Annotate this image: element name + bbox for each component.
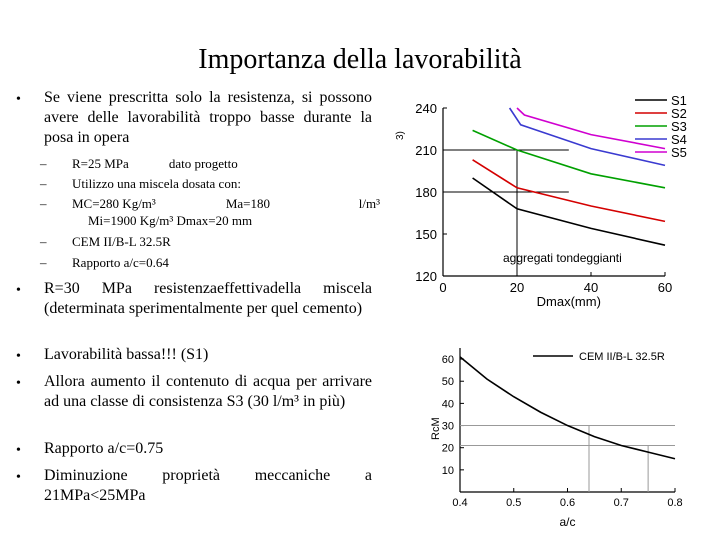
chart-annotation: aggregati tondeggianti [503,251,622,265]
legend-label-s1: S1 [671,93,687,108]
y-tick-label: 20 [441,442,454,455]
legend-label-cem: CEM II/B-L 32.5R [579,351,665,363]
subitem-2-text: Utilizzo una miscela dosata con: [72,176,241,191]
bullet-text-3: Lavorabilità bassa!!! (S1) [44,346,209,363]
bullet-marker: • [16,283,21,298]
legend-label-s4: S4 [671,132,687,147]
series-line-cem [460,357,675,459]
subitem-3-text: MC=280 Kg/m³ [72,196,156,211]
subitem-1: – R=25 MPa dato progetto [40,156,238,171]
x-axis-label: Dmax(mm) [536,294,601,309]
subitem-3-continued: Mi=1900 Kg/m³ Dmax=20 mm [88,213,253,228]
x-tick-label: 0 [439,280,447,295]
bullet-marker: • [16,92,21,107]
y-tick-label: 240 [415,101,437,116]
bullet-text-1: Se viene prescritta solo la resistenza, si possono avere delle lavorabilità troppo basse durante la posa in opera [44,89,372,146]
y-tick-label: 30 [441,420,454,433]
y-axis-label-fragment: 3) [395,131,406,140]
bullet-text-2: R=30 MPa resistenzaeffettivadella miscela (determinata sperimentalmente per quel cemento) [44,280,372,317]
x-axis-label: a/c [559,515,576,529]
x-tick-label: 0.8 [667,497,683,509]
y-tick-label: 210 [415,143,437,158]
series-line-s5 [517,108,665,149]
subitem-5: – Rapporto a/c=0.64 [40,255,169,270]
y-tick-label: 180 [415,185,437,200]
y-tick-label: 60 [441,354,454,367]
bullet-marker: • [16,376,21,391]
subitem-3: – MC=280 Kg/m³ Ma=180 l/m³ [40,196,380,211]
x-tick-label: 40 [583,280,599,295]
subitem-3-water: Ma=180 [225,196,270,211]
bullet-marker: • [16,349,21,364]
x-tick-label: 0.7 [613,497,629,509]
subitem-4-text: CEM II/B-L 32.5R [72,234,171,249]
bullet-marker: • [16,443,21,458]
x-tick-label: 20 [509,280,525,295]
series-line-s2 [473,160,665,222]
y-tick-label: 10 [441,464,454,477]
legend-label-s5: S5 [671,145,687,160]
x-tick-label: 0.4 [452,497,468,509]
y-tick-label: 150 [415,227,437,242]
x-tick-label: 0.6 [559,497,576,509]
subitem-1-note: dato progetto [168,156,238,171]
strength-vs-wc-chart [405,340,700,535]
bullet-text-5: Rapporto a/c=0.75 [44,440,164,457]
bullet-marker: • [16,470,21,485]
water-demand-chart [385,88,705,318]
series-line-s4 [510,108,665,165]
legend-label-s2: S2 [671,106,687,121]
legend-label-s3: S3 [671,119,687,134]
y-tick-label: 50 [441,376,454,389]
page-title: Importanza della lavorabilità [198,44,522,75]
y-tick-label: 120 [415,269,437,284]
y-axis-label: RcM [430,417,442,440]
subitem-4: – CEM II/B-L 32.5R [40,234,171,249]
series-line-s1 [473,178,665,245]
x-tick-label: 0.5 [506,497,522,509]
y-tick-label: 40 [441,398,454,411]
subitem-3-unit: l/m³ [358,196,380,211]
subitem-1-text: R=25 MPa [72,156,129,171]
x-tick-label: 60 [657,280,673,295]
subitem-5-text: Rapporto a/c=0.64 [72,255,169,270]
bullet-text-6: Diminuzione proprietà meccaniche a 21MPa<25MPa [44,467,372,504]
bullet-text-4: Allora aumento il contenuto di acqua per arrivare ad una classe di consistenza S3 (30 l/m³ in più) [44,373,372,410]
subitem-2: – Utilizzo una miscela dosata con: [40,176,241,191]
